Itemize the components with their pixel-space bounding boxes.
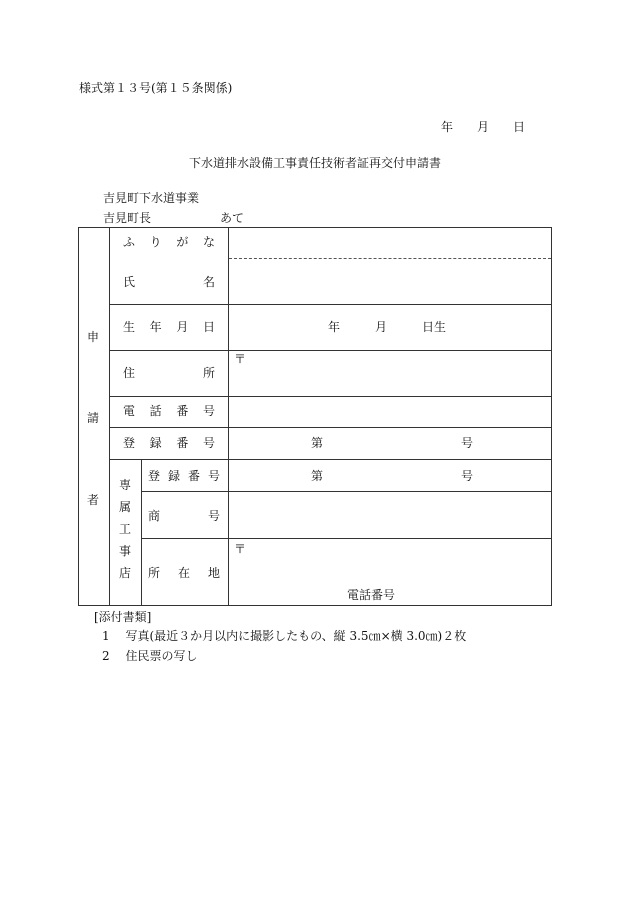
label-char: 録 (167, 469, 180, 483)
label-char: 番 (187, 469, 200, 483)
contractor-registration-prefix: 第 (311, 469, 324, 483)
label-char: 登 (123, 436, 136, 450)
label-char: 月 (176, 320, 189, 334)
table-divider-group (109, 227, 110, 606)
postal-mark: 〒 (234, 352, 247, 366)
document-title: 下水道排水設備工事責任技術者証再交付申請書 (188, 156, 441, 170)
table-border-right (551, 227, 552, 606)
label-char: 号 (207, 509, 220, 523)
contractor-group-char: 工 (118, 522, 131, 536)
attachment-text: 住民票の写し (125, 649, 198, 663)
furigana-label (123, 236, 215, 248)
attachment-number: 1 (102, 629, 110, 643)
label-char: が (176, 235, 189, 249)
address-label (123, 367, 215, 379)
attachment-item (102, 650, 197, 662)
label-char: 号 (202, 404, 215, 418)
label-char: り (149, 235, 162, 249)
label-char: 番 (176, 404, 189, 418)
label-char: 所 (148, 566, 161, 580)
location-field[interactable] (229, 539, 551, 605)
label-char: 氏 (123, 275, 136, 289)
trade-name-field[interactable] (229, 492, 551, 538)
form-number: 様式第１３号(第１５条関係) (79, 81, 233, 95)
addressee-line2: 吉見町長 (103, 211, 152, 225)
registration-field[interactable] (229, 428, 551, 459)
contractor-phone-caption: 電話番号 (347, 588, 396, 602)
label-char: 在 (177, 566, 190, 580)
label-char: 電 (123, 404, 136, 418)
label-char: 番 (176, 436, 189, 450)
label-char: な (202, 235, 215, 249)
postal-mark: 〒 (234, 542, 247, 556)
location-label (148, 567, 220, 579)
attachments-heading: [添付書類] (94, 610, 152, 624)
label-char: 号 (202, 436, 215, 450)
label-char: 生 (123, 320, 136, 334)
label-char: ふ (123, 235, 136, 249)
registration-label (123, 437, 215, 449)
attachment-item (102, 630, 466, 642)
phone-label (123, 405, 215, 417)
birth-month-unit: 月 (375, 320, 388, 334)
label-char: 住 (123, 366, 136, 380)
contractor-registration-field[interactable] (229, 460, 551, 491)
contractor-group-char: 属 (118, 500, 131, 514)
table-divider-subgroup (141, 460, 142, 606)
contractor-group-char: 事 (118, 544, 131, 558)
contractor-group-char: 専 (118, 478, 131, 492)
label-char: 名 (202, 275, 215, 289)
date-month: 月 (477, 120, 490, 134)
furigana-field[interactable] (229, 228, 551, 258)
label-char: 話 (149, 404, 162, 418)
registration-suffix: 号 (461, 436, 474, 450)
contractor-group-char: 店 (118, 566, 131, 580)
table-border-left (78, 227, 79, 606)
contractor-registration-suffix: 号 (461, 469, 474, 483)
trade-name-label (148, 510, 220, 522)
label-char: 登 (148, 469, 161, 483)
label-char: 録 (149, 436, 162, 450)
table-border-bottom (78, 605, 552, 606)
addressee-honorific: あて (220, 211, 245, 225)
address-field[interactable] (229, 351, 551, 396)
attachment-text: 写真(最近３か月以内に撮影したもの、縦 3.5㎝×横 3.0㎝)２枚 (125, 629, 467, 643)
label-char: 日 (202, 320, 215, 334)
label-char: 年 (149, 320, 162, 334)
contractor-group-label (117, 479, 133, 589)
label-char: 所 (202, 366, 215, 380)
label-char: 地 (207, 566, 220, 580)
applicant-group-char: 申 (87, 330, 100, 344)
applicant-group-char: 請 (87, 411, 100, 425)
name-field[interactable] (229, 259, 551, 304)
applicant-group-char: 者 (87, 493, 100, 507)
birth-date-label (123, 321, 215, 333)
birth-year-unit: 年 (328, 320, 341, 334)
birth-day-unit: 日生 (422, 320, 447, 334)
date-year: 年 (441, 120, 454, 134)
contractor-registration-label (148, 470, 220, 482)
date-day: 日 (513, 120, 526, 134)
addressee-line1: 吉見町下水道事業 (103, 191, 200, 205)
attachment-number: 2 (102, 649, 110, 663)
label-char: 商 (148, 509, 161, 523)
name-label (123, 276, 215, 288)
birth-date-field[interactable] (229, 305, 551, 350)
phone-field[interactable] (229, 397, 551, 427)
registration-prefix: 第 (311, 436, 324, 450)
label-char: 号 (207, 469, 220, 483)
